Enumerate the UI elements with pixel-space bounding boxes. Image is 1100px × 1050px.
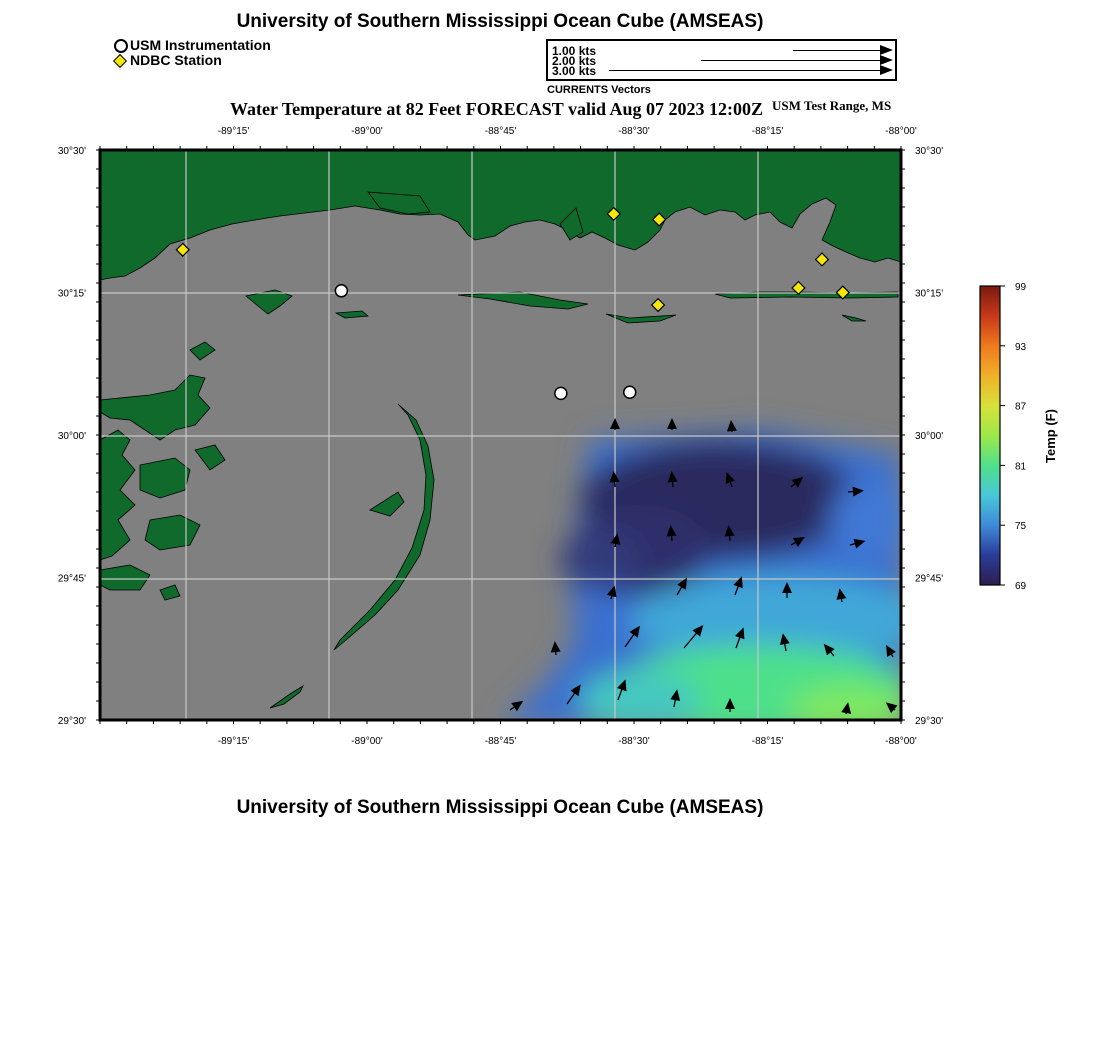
lon-label-bottom: -89°00' (351, 736, 383, 747)
lon-label-bottom: -88°30' (618, 736, 650, 747)
lon-label-top: -88°00' (885, 126, 917, 137)
lat-label-left: 29°45' (57, 573, 86, 585)
lat-label-left: 29°30' (57, 716, 86, 727)
lat-label-left: 30°15' (57, 288, 86, 300)
vector-key-label-3: 3.00 kts (552, 64, 597, 78)
page-title: University of Southern Mississippi Ocean Cube (AMSEAS) (236, 11, 764, 32)
legend-usm-label: USM Instrumentation (130, 37, 271, 53)
lat-label-right: 30°15' (915, 288, 944, 300)
vector-key-label-1: 1.00 kts (552, 44, 597, 58)
lon-label-top: -89°00' (351, 126, 383, 137)
lon-label-top: -88°30' (618, 126, 650, 137)
usm-site-marker (335, 285, 347, 297)
lon-label-top: -88°45' (484, 126, 517, 137)
lat-label-right: 30°30' (915, 146, 944, 157)
lon-label-top: -88°15' (751, 126, 784, 137)
legend-ndbc-label: NDBC Station (130, 52, 222, 68)
lat-label-right: 29°45' (915, 573, 944, 585)
colorbar-gradient (980, 286, 1000, 585)
vector-key-label-2: 2.00 kts (552, 54, 597, 68)
lat-label-right: 30°00' (915, 431, 944, 442)
lat-label-right: 29°30' (915, 716, 944, 727)
footer-title: University of Southern Mississippi Ocean Cube (AMSEAS) (236, 797, 764, 818)
colorbar-tick-label: 99 (1015, 282, 1027, 293)
colorbar-title: Temp (F) (1043, 409, 1058, 463)
colorbar-tick-label: 87 (1015, 401, 1027, 413)
usm-site-marker (624, 386, 636, 398)
lon-label-bottom: -88°45' (484, 736, 517, 747)
usm-site-marker (555, 387, 567, 399)
lon-label-bottom: -88°15' (751, 736, 784, 747)
vector-key-caption: CURRENTS Vectors (547, 84, 651, 96)
map-region-label: USM Test Range, MS (772, 98, 892, 113)
colorbar (980, 282, 1058, 592)
lon-label-top: -89°15' (217, 126, 250, 137)
map-subtitle: Water Temperature at 82 Feet FORECAST valid Aug 07 2023 12:00Z (230, 99, 763, 119)
lat-label-left: 30°00' (57, 431, 86, 442)
lat-label-left: 30°30' (57, 146, 86, 157)
colorbar-tick-label: 93 (1015, 341, 1027, 353)
colorbar-tick-label: 69 (1015, 581, 1027, 592)
colorbar-tick-label: 75 (1015, 521, 1027, 533)
lon-label-bottom: -88°00' (885, 736, 917, 747)
lon-label-bottom: -89°15' (217, 736, 250, 747)
colorbar-tick-label: 81 (1015, 461, 1027, 473)
colorbar-ticks (1000, 282, 1027, 592)
